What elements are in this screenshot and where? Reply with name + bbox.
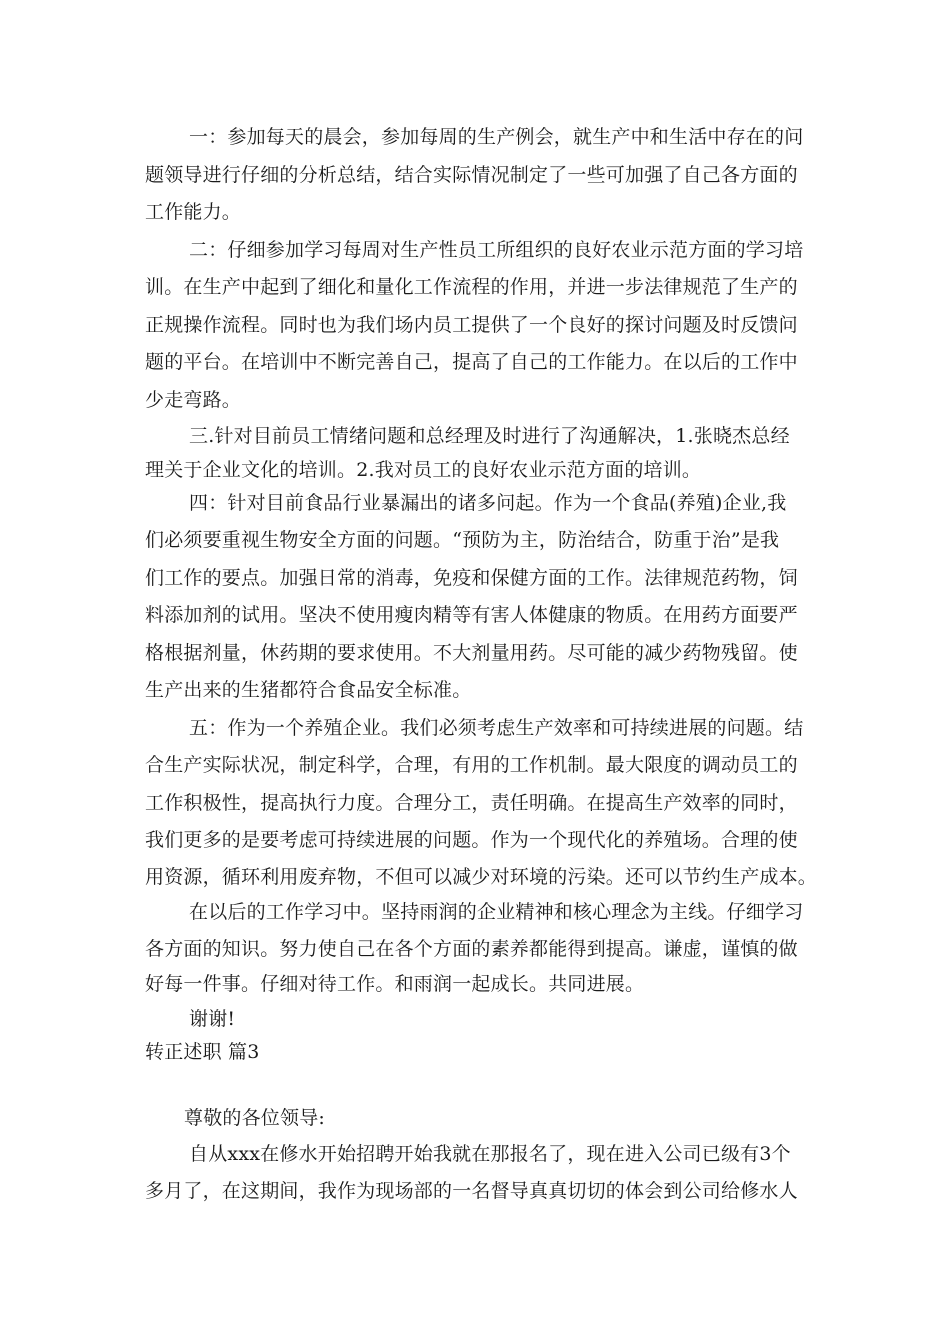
- paragraph-3-line-1: 三.针对目前员工情绪问题和总经理及时进行了沟通解决，1.张晓杰总经: [189, 425, 790, 447]
- paragraph-2-line-2: 训。在生产中起到了细化和量化工作流程的作用，并进一步法律规范了生产的: [145, 276, 798, 298]
- paragraph-4-line-4: 料添加剂的试用。坚决不使用瘦肉精等有害人体健康的物质。在用药方面要严: [145, 604, 798, 626]
- paragraph-5-line-4: 我们更多的是要考虑可持续进展的问题。作为一个现代化的养殖场。合理的使: [145, 829, 798, 851]
- paragraph-3-line-2: 理关于企业文化的培训。2.我对员工的良好农业示范方面的培训。: [145, 459, 702, 481]
- paragraph-2-line-3: 正规操作流程。同时也为我们场内员工提供了一个良好的探讨问题及时反馈问: [145, 314, 798, 336]
- paragraph-7-line-2: 多月了，在这期间，我作为现场部的一名督导真真切切的体会到公司给修水人: [145, 1180, 798, 1202]
- paragraph-5-line-1: 五：作为一个养殖企业。我们必须考虑生产效率和可持续进展的问题。结: [189, 717, 804, 739]
- paragraph-5-line-5: 用资源，循环利用废弃物，不但可以减少对环境的污染。还可以节约生产成本。: [145, 866, 818, 888]
- paragraph-1-line-2: 题领导进行仔细的分析总结，结合实际情况制定了一些可加强了自己各方面的: [145, 164, 798, 186]
- paragraph-1-line-1: 一：参加每天的晨会，参加每周的生产例会，就生产中和生活中存在的问: [189, 126, 804, 148]
- thanks-line: 谢谢!: [189, 1008, 236, 1030]
- paragraph-4-line-2: 们必须要重视生物安全方面的问题。“预防为主，防治结合，防重于治”是我: [145, 529, 780, 551]
- paragraph-6-line-3: 好每一件事。仔细对待工作。和雨润一起成长。共同进展。: [145, 973, 645, 995]
- salutation: 尊敬的各位领导:: [184, 1107, 326, 1129]
- section-heading: 转正述职 篇3: [145, 1041, 260, 1063]
- paragraph-4-line-3: 们工作的要点。加强日常的消毒，免疫和保健方面的工作。法律规范药物，饲: [145, 567, 798, 589]
- paragraph-4-line-6: 生产出来的生猪都符合食品安全标准。: [145, 679, 472, 701]
- paragraph-4-line-1: 四：针对目前食品行业暴漏出的诸多问起。作为一个食品(养殖)企业,我: [189, 492, 787, 514]
- paragraph-4-line-5: 格根据剂量，休药期的要求使用。不大剂量用药。尽可能的减少药物残留。使: [145, 642, 798, 664]
- paragraph-1-line-3: 工作能力。: [145, 201, 242, 223]
- paragraph-7-line-1: 自从xxx在修水开始招聘开始我就在那报名了，现在进入公司已级有3个: [189, 1143, 791, 1165]
- paragraph-2-line-4: 题的平台。在培训中不断完善自己，提高了自己的工作能力。在以后的工作中: [145, 351, 798, 373]
- paragraph-5-line-2: 合生产实际状况，制定科学，合理，有用的工作机制。最大限度的调动员工的: [145, 754, 798, 776]
- paragraph-2-line-5: 少走弯路。: [145, 389, 242, 411]
- paragraph-5-line-3: 工作积极性，提高执行力度。合理分工，责任明确。在提高生产效率的同时，: [145, 792, 798, 814]
- paragraph-6-line-1: 在以后的工作学习中。坚持雨润的企业精神和核心理念为主线。仔细学习: [189, 901, 804, 923]
- paragraph-2-line-1: 二：仔细参加学习每周对生产性员工所组织的良好农业示范方面的学习培: [189, 239, 804, 261]
- paragraph-6-line-2: 各方面的知识。努力使自己在各个方面的素养都能得到提高。谦虚，谨慎的做: [145, 938, 798, 960]
